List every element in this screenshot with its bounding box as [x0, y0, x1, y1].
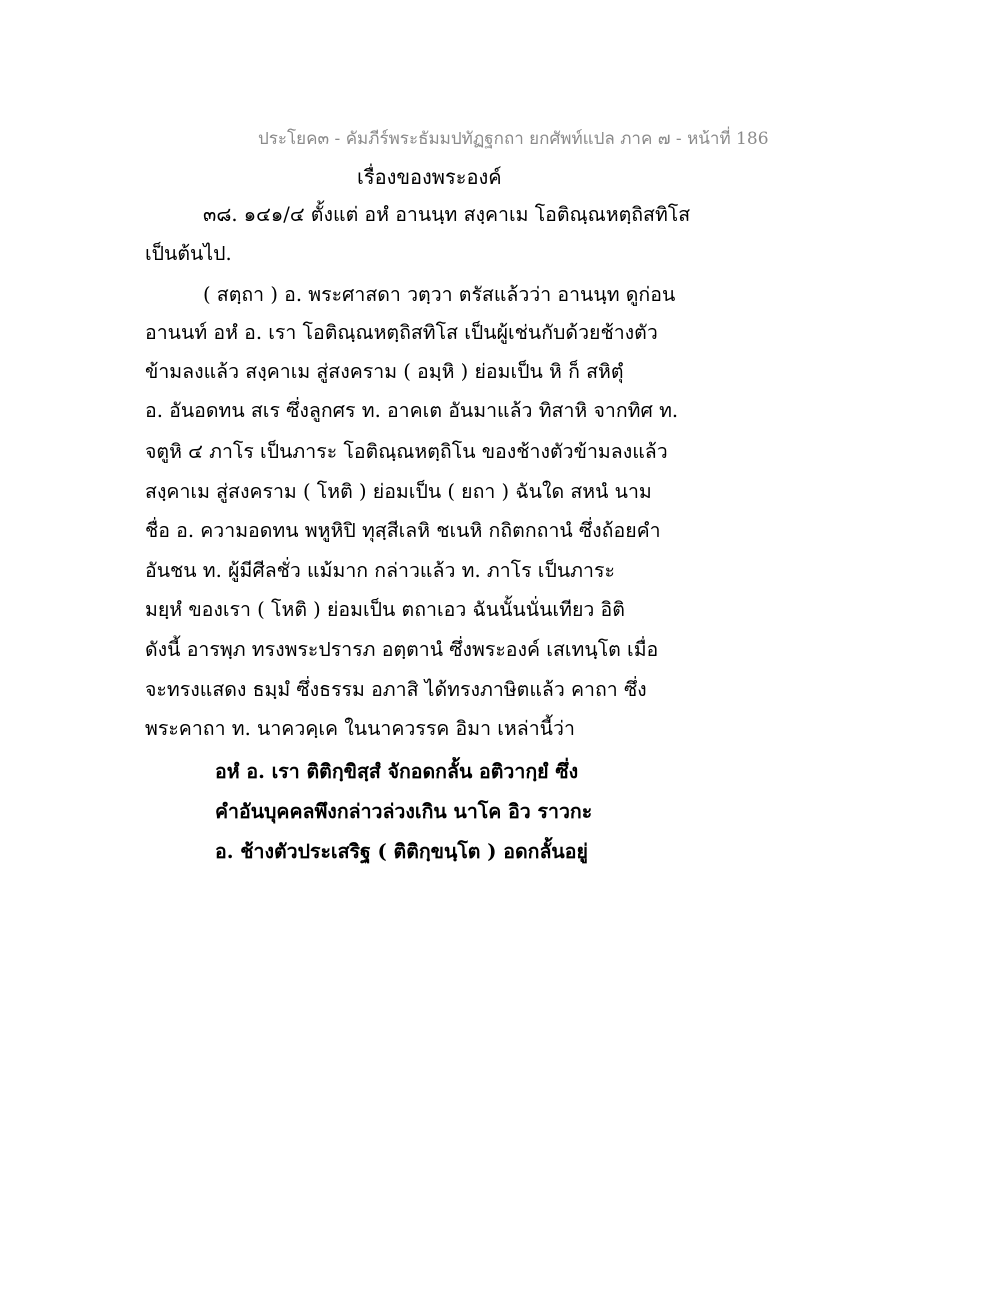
verse-line: อหํ อ. เรา ติติกฺขิสฺสํ จักอดกลั้น อติวากฺยํ ซึ่ง [215, 760, 579, 783]
verse-line: คำอันบุคคลพึงกล่าวล่วงเกิน นาโค อิว ราวกะ [215, 800, 593, 823]
text-line: พระคาถา ท. นาควคฺเค ในนาควรรค อิมา เหล่านี้ว่า [145, 717, 575, 740]
text-line: จตูหิ ๔ ภาโร เป็นภาระ โอติณฺณหตฺถิโน ของช้างตัวข้ามลงแล้ว [145, 440, 668, 463]
section-title: เรื่องของพระองค์ [357, 165, 502, 189]
text-line: ดังนี้ อารพฺภ ทรงพระปรารภ อตฺตานํ ซึ่งพระองค์ เสเทนฺโต เมื่อ [145, 638, 659, 661]
text-line: จะทรงแสดง ธมฺมํ ซึ่งธรรม อภาสิ ได้ทรงภาษิตแล้ว คาถา ซึ่ง [145, 678, 647, 701]
text-line: ชื่อ อ. ความอดทน พหูหิปิ ทุสฺสีเลหิ ชเนหิ กถิตกถานํ ซึ่งถ้อยคำ [145, 519, 661, 542]
text-line: สงฺคาเม สู่สงคราม ( โหติ ) ย่อมเป็น ( ยถา ) ฉันใด สหนํ นาม [145, 480, 652, 503]
verse-line: อ. ช้างตัวประเสริฐ ( ติติกฺขนฺโต ) อดกลั้นอยู่ [215, 840, 588, 863]
text-line: เป็นต้นไป. [145, 242, 232, 265]
text-line: อ. อันอดทน สเร ซึ่งลูกศร ท. อาคเต อันมาแล้ว ทิสาหิ จากทิศ ท. [145, 399, 679, 422]
text-line: อันชน ท. ผู้มีศีลชั่ว แม้มาก กล่าวแล้ว ท. ภาโร เป็นภาระ [145, 559, 615, 582]
text-line: มยฺหํ ของเรา ( โหติ ) ย่อมเป็น ตถาเอว ฉันนั้นนั่นเทียว อิติ [145, 598, 625, 621]
running-header: ประโยค๓ - คัมภีร์พระธัมมปทัฏฐกถา ยกศัพท์แปล ภาค ๗ - หน้าที่ 186 [258, 129, 769, 149]
text-line: อานนท์ อหํ อ. เรา โอติณฺณหตฺถิสทิโส เป็นผู้เช่นกับด้วยช้างตัว [145, 321, 658, 344]
text-line: ( สตฺถา ) อ. พระศาสดา วตฺวา ตรัสแล้วว่า อานนฺท ดูก่อน [203, 283, 676, 306]
text-line: ๓๘. ๑๔๑/๔ ตั้งแต่ อหํ อานนฺท สงฺคาเม โอติณฺณหตฺถิสทิโส [203, 203, 691, 226]
text-line: ข้ามลงแล้ว สงฺคาเม สู่สงคราม ( อมฺหิ ) ย่อมเป็น หิ ก็ สหิตุํ [145, 360, 624, 383]
